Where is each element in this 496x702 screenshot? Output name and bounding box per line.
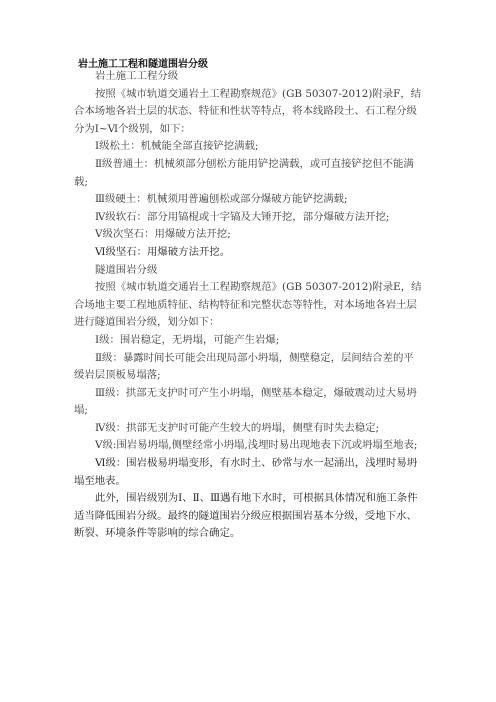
list-item-tunnel-grade-3: Ⅲ级：拱部无支护时可产生小坍塌，侧壁基本稳定，爆破震动过大易坍塌;: [74, 386, 417, 417]
list-item-tunnel-grade-5: Ⅴ级:围岩易坍塌,侧壁经常小坍塌,浅埋时易出现地表下沉或坍塌至地表;: [95, 439, 418, 452]
document-title: 岩土施工工程和隧道围岩分级: [78, 59, 208, 70]
list-item-grade-3-soil: Ⅲ级硬土：机械须用普遍刨松或部分爆破方能铲挖满载;: [95, 193, 348, 206]
list-item-grade-2-soil: Ⅱ级普通土：机械须部分刨松方能用铲挖满载，或可直接铲挖但不能满载;: [74, 157, 414, 188]
paragraph-groundwater-note: 此外，围岩级别为Ⅰ、Ⅱ、Ⅲ遇有地下水时，可根据具体情况和施工条件适当降低围岩分级。最终的隧道围岩分级应根据围岩基本分级，受地下水、断裂、环境条件等影响的综合确定。: [74, 492, 418, 540]
list-item-tunnel-grade-4: Ⅳ级：拱部无支护时可能产生较大的坍塌，侧壁有时失去稳定;: [95, 421, 380, 434]
list-item-grade-4-rock: Ⅳ级软石：部分用镐棍或十字镐及大锤开挖，部分爆破方法开挖;: [95, 210, 390, 223]
list-item-tunnel-grade-1: Ⅰ级：围岩稳定，无坍塌，可能产生岩爆;: [95, 333, 280, 346]
list-item-grade-1-soil: Ⅰ级松土：机械能全部直接铲挖满载;: [95, 140, 259, 153]
paragraph-tunnel-intro: 按照《城市轨道交通岩土工程勘察规范》(GB 50307-2012)附录E，结合场地主要工程地质特征、结构特征和完整状态等特性，对本场地各岩土层进行隧道围岩分级，划分如下：: [74, 281, 422, 329]
list-item-grade-6-rock: Ⅵ级坚石：用爆破方法开挖。: [95, 245, 231, 258]
list-item-tunnel-grade-2: Ⅱ级：暴露时间长可能会出现局部小坍塌，侧壁稳定，层间结合差的平缓岩层顶板易塌落;: [74, 351, 414, 382]
list-item-grade-5-rock: Ⅴ级次坚石：用爆破方法开挖;: [95, 228, 231, 241]
document-body: [74, 68, 424, 543]
heading-geotechnical-classification: 岩土施工工程分级: [95, 70, 179, 82]
heading-tunnel-classification: 隧道围岩分级: [95, 263, 158, 276]
list-item-tunnel-grade-6: Ⅵ级：围岩极易坍塌变形，有水时土、砂常与水一起涌出，浅埋时易坍塌至地表。: [74, 457, 418, 487]
paragraph-geotechnical-intro: 按照《城市轨道交通岩土工程勘察规范》(GB 50307-2012)附录F，结合本场地各岩土层的状态、特征和性状等特点，将本线路段土、石工程分级分为Ⅰ~Ⅵ个级别，如下：: [74, 87, 422, 135]
